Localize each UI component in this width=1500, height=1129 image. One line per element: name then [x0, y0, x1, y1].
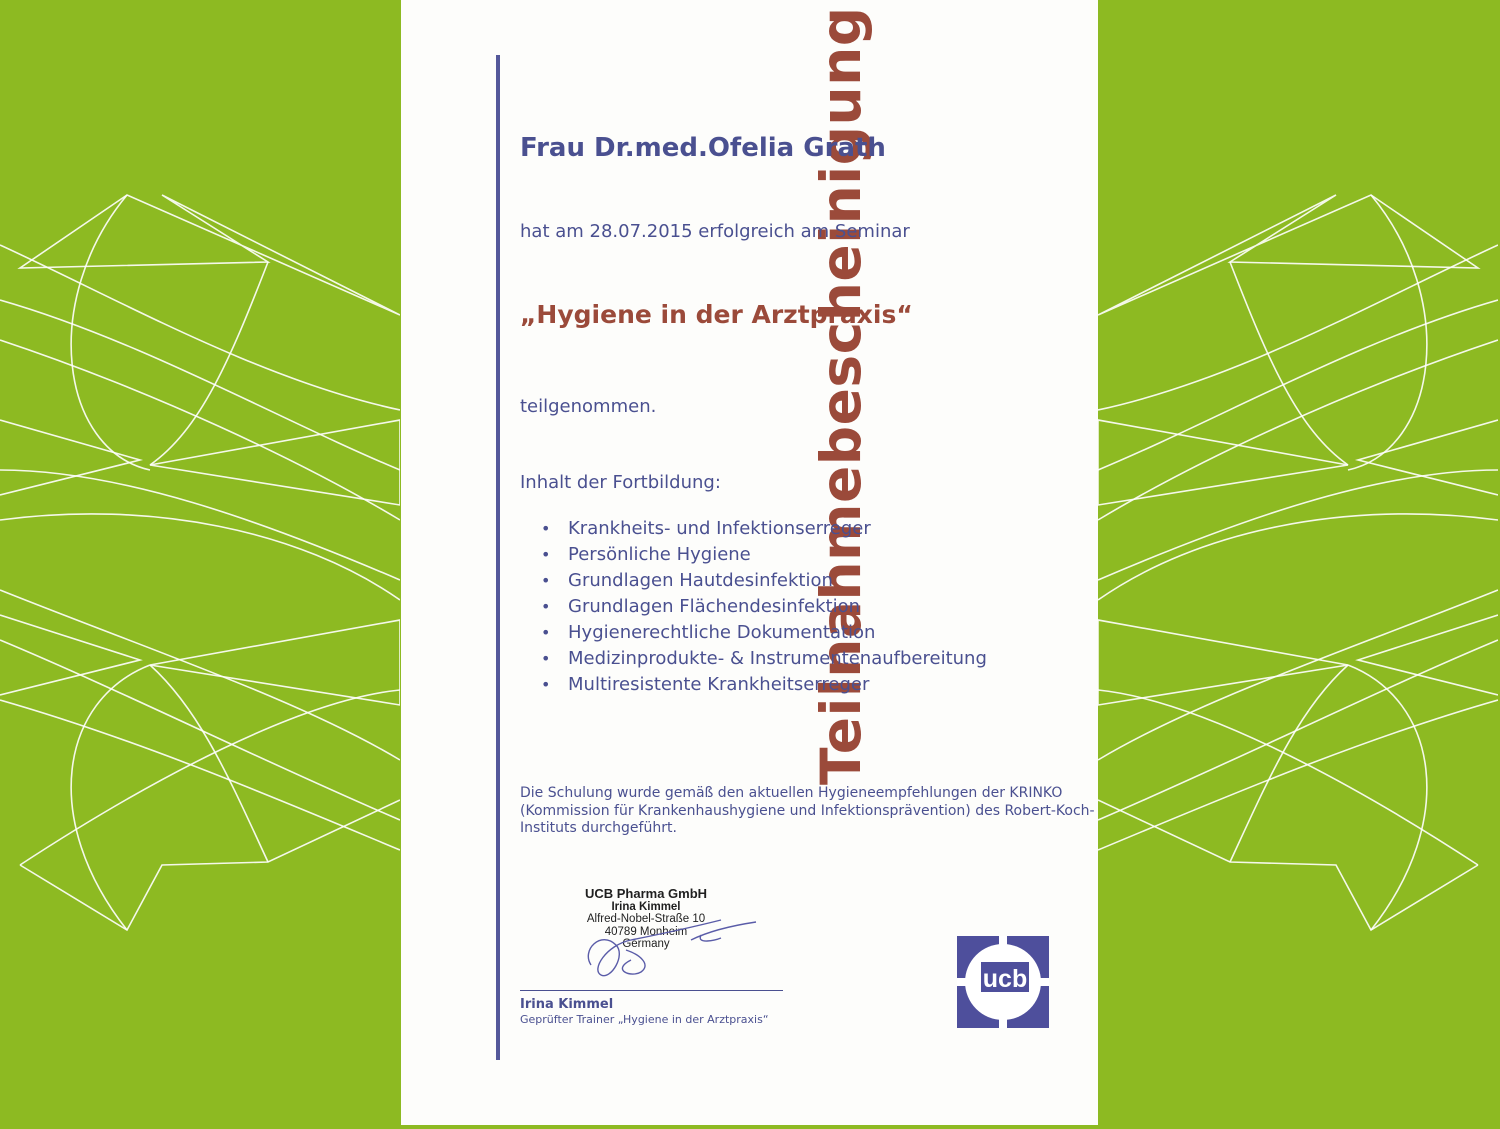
stamp-line: Germany	[622, 938, 670, 950]
handwritten-signature	[571, 910, 771, 990]
stamp-line: 40789 Monheim	[604, 925, 688, 938]
content-list	[541, 516, 987, 698]
stamp-line: Alfred-Nobel-Straße 10	[586, 913, 706, 925]
certificate-paper	[401, 0, 1098, 1125]
stamp-line: Irina Kimmel	[611, 900, 681, 913]
participated-text: teilgenommen.	[520, 396, 657, 417]
signer-name: Irina Kimmel	[520, 997, 614, 1012]
vertical-divider	[496, 55, 500, 1060]
signature-line	[520, 990, 783, 991]
signer-role: Geprüfter Trainer „Hygiene in der Arztpraxis“	[520, 1013, 769, 1026]
list-item: • Medizinprodukte- & Instrumentenaufbereitung	[541, 646, 987, 672]
list-item: • Grundlagen Hautdesinfektion	[541, 568, 987, 594]
seminar-title: „Hygiene in der Arztpraxis“	[520, 300, 913, 329]
recipient-name: Frau Dr.med.Ofelia Grath	[520, 133, 886, 163]
certificate-vertical-title: Teilnahmebescheinigung	[809, 6, 873, 785]
attendance-text: hat am 28.07.2015 erfolgreich am Seminar	[520, 221, 910, 242]
svg-text:ucb: ucb	[982, 965, 1028, 993]
decorative-pattern-right	[1098, 0, 1498, 1125]
list-item: • Krankheits- und Infektionserreger	[541, 516, 987, 542]
decorative-pattern-left	[0, 0, 400, 1125]
list-item: • Grundlagen Flächendesinfektion	[541, 594, 987, 620]
list-item: • Multiresistente Krankheitserreger	[541, 672, 987, 698]
list-item: • Persönliche Hygiene	[541, 542, 987, 568]
list-item: • Hygienerechtliche Dokumentation	[541, 620, 987, 646]
ucb-logo	[957, 936, 1049, 1028]
krinko-note: Die Schulung wurde gemäß den aktuellen Hygieneempfehlungen der KRINKO (Kommission für Krankenhaushygiene und Infektionsprävention) des Robert-Koch-Instituts durchgeführt.	[520, 785, 1095, 836]
stamp-line: UCB Pharma GmbH	[584, 886, 708, 901]
content-heading: Inhalt der Fortbildung:	[520, 472, 721, 493]
